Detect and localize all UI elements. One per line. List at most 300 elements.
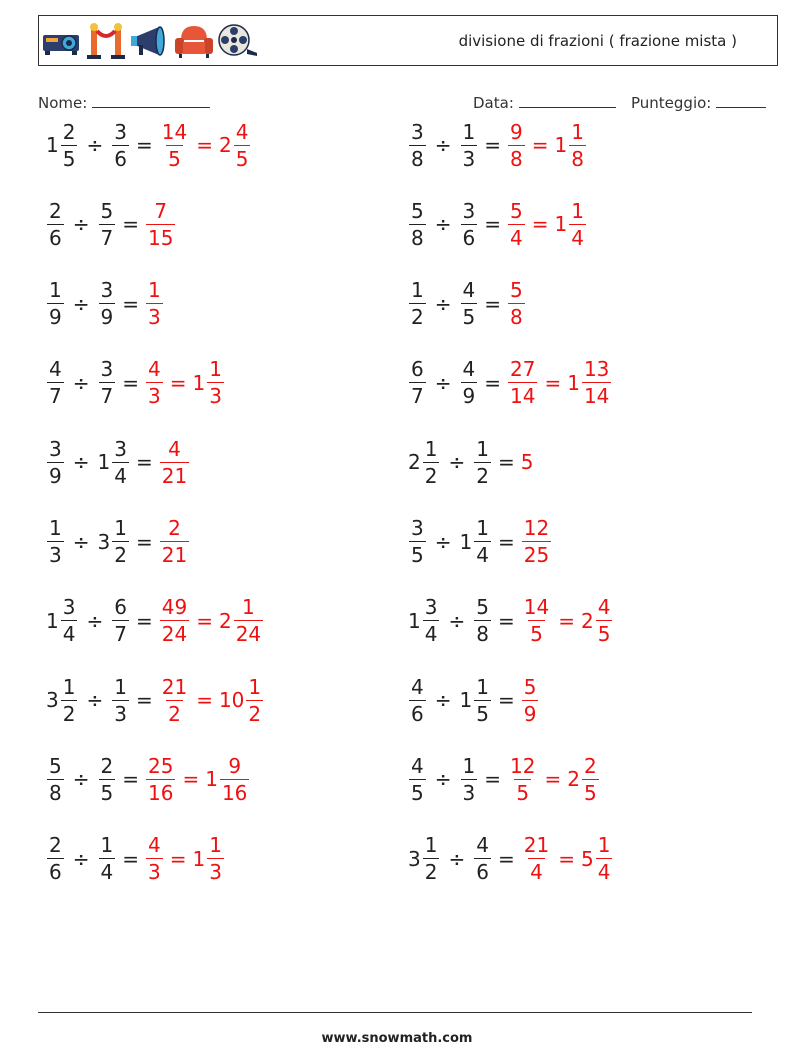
numerator: 12 — [510, 753, 536, 778]
problem-row — [46, 512, 190, 572]
answer-equals-sign: = — [558, 846, 575, 871]
divide-sign: ÷ — [86, 608, 104, 633]
whole-number: 1 — [408, 608, 421, 633]
answer — [145, 753, 250, 805]
answer-equals-sign: = — [531, 212, 549, 237]
divide-sign: ÷ — [434, 133, 452, 157]
denominator: 7 — [100, 384, 114, 409]
dividend — [46, 278, 65, 330]
fraction — [461, 753, 478, 805]
fraction — [461, 357, 478, 409]
denominator: 21 — [161, 463, 188, 488]
answer-mixed-fraction — [220, 753, 249, 805]
answer — [507, 278, 526, 330]
divisor — [473, 833, 492, 885]
denominator: 24 — [235, 622, 262, 647]
footer-divider — [38, 1012, 752, 1013]
denominator: 3 — [148, 305, 161, 330]
numerator: 4 — [411, 753, 424, 778]
fraction — [99, 357, 116, 409]
dividend — [46, 436, 65, 488]
fraction — [409, 674, 426, 726]
numerator: 6 — [411, 357, 424, 382]
fraction — [474, 595, 491, 647]
divide-sign: ÷ — [72, 767, 90, 792]
problem-row — [408, 670, 539, 730]
numerator: 5 — [100, 198, 114, 223]
denominator: 6 — [49, 225, 62, 250]
answer-equals-sign: = — [531, 133, 549, 157]
fraction — [461, 198, 478, 250]
equals-sign: = — [484, 212, 501, 237]
numerator: 1 — [114, 674, 127, 699]
numerator: 1 — [242, 595, 255, 620]
answer-mixed-fraction — [207, 833, 224, 885]
projector-icon — [41, 23, 83, 59]
numerator: 4 — [476, 833, 489, 858]
worksheet-title: divisione di frazioni ( frazione mista ) — [458, 32, 737, 50]
divisor — [460, 278, 479, 330]
dividend — [408, 518, 427, 565]
equals-sign: = — [497, 529, 515, 554]
denominator: 5 — [411, 780, 424, 805]
problem-row — [46, 274, 164, 334]
denominator: 14 — [583, 384, 610, 409]
answer-mixed-fraction — [582, 753, 599, 805]
equals-sign: = — [497, 450, 515, 475]
divide-sign: ÷ — [86, 133, 104, 157]
fraction — [61, 119, 78, 171]
dividend — [46, 518, 65, 565]
numerator: 5 — [476, 595, 489, 620]
problem-row — [46, 670, 264, 730]
fraction — [409, 198, 426, 250]
fraction — [423, 833, 440, 885]
denominator: 7 — [49, 384, 62, 409]
fraction — [99, 753, 116, 805]
divisor — [460, 198, 479, 250]
numerator: 2 — [62, 119, 76, 144]
numerator: 9 — [228, 753, 242, 778]
answer-fraction — [508, 278, 525, 330]
answer-fraction — [508, 753, 537, 805]
fraction — [112, 674, 129, 726]
problem-row — [46, 353, 225, 413]
equals-sign: = — [122, 370, 139, 395]
answer — [507, 753, 600, 805]
denominator: 8 — [571, 146, 584, 171]
equals-sign: = — [122, 767, 139, 792]
answer-fraction — [146, 198, 175, 250]
numerator: 2 — [583, 753, 597, 778]
denominator: 4 — [597, 860, 611, 885]
fraction — [474, 833, 491, 885]
answer-fraction — [146, 278, 163, 330]
denominator: 6 — [411, 701, 424, 726]
fraction — [47, 357, 64, 409]
denominator: 6 — [476, 860, 489, 885]
fraction — [474, 674, 491, 726]
denominator: 5 — [530, 622, 543, 647]
whole-number: 3 — [46, 688, 59, 713]
numerator: 5 — [510, 198, 523, 223]
answer-equals-sign: = — [558, 608, 575, 633]
whole-number: 1 — [97, 450, 111, 475]
denominator: 3 — [148, 384, 161, 409]
fraction — [474, 518, 491, 565]
divisor — [460, 119, 479, 171]
numerator: 27 — [510, 357, 536, 382]
numerator: 21 — [161, 674, 188, 699]
numerator: 3 — [424, 595, 438, 620]
equals-sign: = — [135, 688, 153, 713]
divisor — [473, 436, 492, 488]
dividend — [46, 753, 65, 805]
denominator: 16 — [221, 780, 248, 805]
date-label: Data: — [473, 94, 514, 112]
answer-mixed-fraction — [596, 595, 613, 647]
denominator: 6 — [462, 225, 476, 250]
fraction — [99, 278, 116, 330]
answer-mixed-whole: 2 — [218, 608, 232, 633]
whole-number: 1 — [459, 688, 473, 713]
numerator: 21 — [523, 833, 550, 858]
denominator: 2 — [424, 860, 438, 885]
numerator: 1 — [476, 516, 489, 540]
numerator: 25 — [148, 753, 174, 778]
denominator: 9 — [462, 384, 476, 409]
denominator: 4 — [62, 622, 76, 647]
fraction — [61, 674, 78, 726]
problem-row — [46, 829, 225, 889]
fraction — [461, 119, 478, 171]
score-blank[interactable] — [716, 93, 766, 108]
denominator: 3 — [114, 701, 127, 726]
fraction — [99, 833, 116, 885]
divide-sign: ÷ — [434, 688, 452, 713]
divisor — [459, 674, 492, 726]
fraction — [112, 595, 129, 647]
answer-equals-sign: = — [544, 767, 562, 792]
problem-row — [408, 194, 587, 254]
numerator: 1 — [462, 753, 476, 778]
whole-number: 3 — [408, 846, 421, 871]
denominator: 9 — [523, 701, 537, 726]
numerator: 3 — [100, 357, 114, 382]
answer-mixed-fraction — [234, 119, 251, 171]
fraction — [99, 198, 116, 250]
problem-row — [46, 591, 264, 651]
answer-fraction — [508, 119, 525, 171]
divisor — [473, 595, 492, 647]
divide-sign: ÷ — [448, 450, 466, 475]
fraction — [423, 436, 440, 488]
answer-whole: 5 — [520, 450, 534, 475]
answer-fraction — [160, 674, 189, 726]
megaphone-icon — [129, 23, 171, 59]
divisor — [460, 518, 492, 565]
numerator: 1 — [49, 278, 62, 303]
numerator: 5 — [49, 753, 62, 778]
denominator: 2 — [62, 701, 76, 726]
fraction — [47, 833, 64, 885]
whole-number: 2 — [408, 450, 421, 475]
equals-sign: = — [497, 608, 515, 633]
answer — [159, 674, 264, 726]
numerator: 3 — [462, 198, 476, 223]
numerator: 1 — [148, 278, 161, 303]
numerator: 1 — [100, 833, 114, 858]
denominator: 3 — [209, 384, 222, 409]
numerator: 3 — [411, 516, 424, 540]
divide-sign: ÷ — [72, 846, 90, 871]
divisor — [98, 518, 130, 565]
numerator: 1 — [62, 674, 76, 699]
answer-fraction — [160, 518, 189, 565]
answer — [507, 357, 612, 409]
answer — [521, 450, 534, 474]
divide-sign: ÷ — [434, 370, 452, 395]
answer-fraction — [146, 753, 175, 805]
name-field[interactable] — [38, 93, 210, 112]
fraction — [409, 753, 426, 805]
numerator: 49 — [161, 595, 188, 620]
numerator: 1 — [424, 833, 438, 858]
answer — [159, 119, 252, 171]
answer-fraction — [522, 595, 551, 647]
denominator: 4 — [114, 463, 127, 488]
answer-mixed-fraction — [582, 357, 611, 409]
answer — [159, 595, 264, 647]
denominator: 2 — [424, 463, 438, 488]
denominator: 2 — [114, 543, 127, 567]
denominator: 6 — [114, 146, 127, 171]
divide-sign: ÷ — [434, 291, 452, 316]
numerator: 4 — [49, 357, 62, 382]
date-field[interactable] — [473, 93, 616, 112]
divide-sign: ÷ — [434, 767, 452, 792]
problem-row — [46, 194, 176, 254]
denominator: 2 — [168, 701, 181, 726]
fraction — [47, 518, 64, 565]
fraction — [409, 357, 426, 409]
answer — [521, 833, 614, 885]
denominator: 5 — [411, 543, 424, 567]
equals-sign: = — [484, 291, 501, 316]
denominator: 5 — [583, 780, 597, 805]
numerator: 1 — [49, 516, 62, 540]
denominator: 5 — [476, 701, 489, 726]
fraction — [112, 119, 129, 171]
divisor — [460, 753, 479, 805]
denominator: 2 — [248, 701, 262, 726]
divisor — [111, 674, 130, 726]
divide-sign: ÷ — [72, 291, 90, 316]
denominator: 8 — [476, 622, 489, 647]
name-label: Nome: — [38, 94, 88, 112]
denominator: 3 — [49, 543, 62, 567]
denominator: 8 — [510, 146, 523, 171]
denominator: 3 — [148, 860, 161, 885]
answer — [507, 119, 587, 171]
divide-sign: ÷ — [434, 212, 452, 237]
dividend — [46, 198, 65, 250]
divisor — [111, 119, 130, 171]
numerator: 3 — [114, 119, 127, 144]
dividend — [408, 119, 427, 171]
divisor — [98, 833, 117, 885]
dividend — [408, 674, 427, 726]
fraction — [461, 278, 478, 330]
denominator: 4 — [424, 622, 438, 647]
denominator: 3 — [209, 860, 222, 885]
denominator: 4 — [476, 543, 489, 567]
header-icons — [41, 21, 259, 61]
equals-sign: = — [122, 846, 139, 871]
answer — [145, 198, 176, 250]
answer-mixed-fraction — [596, 833, 613, 885]
answer-fraction — [522, 833, 551, 885]
answer-mixed-fraction — [234, 595, 263, 647]
denominator: 5 — [235, 146, 249, 171]
equals-sign: = — [122, 291, 139, 316]
numerator: 7 — [154, 198, 168, 223]
date-blank[interactable] — [519, 93, 616, 108]
answer-mixed-whole: 1 — [554, 133, 568, 157]
answer-fraction — [160, 119, 189, 171]
fraction — [409, 119, 426, 171]
answer-fraction — [522, 518, 551, 565]
equals-sign: = — [497, 688, 515, 713]
answer-mixed-whole: 2 — [567, 767, 580, 792]
problem-row — [46, 749, 250, 809]
denominator: 5 — [100, 780, 114, 805]
numerator: 4 — [148, 833, 161, 858]
fraction — [47, 198, 64, 250]
numerator: 1 — [476, 436, 489, 461]
answer — [159, 518, 190, 565]
answer-mixed-fraction — [246, 674, 263, 726]
fraction — [61, 595, 78, 647]
numerator: 3 — [100, 278, 114, 303]
equals-sign: = — [135, 133, 153, 157]
answer-mixed-whole: 2 — [580, 608, 594, 633]
denominator: 2 — [476, 463, 489, 488]
numerator: 4 — [462, 357, 476, 382]
equals-sign: = — [135, 529, 153, 554]
score-label: Punteggio: — [631, 94, 712, 112]
answer — [521, 674, 540, 726]
answer-fraction — [508, 357, 537, 409]
denominator: 24 — [161, 622, 188, 647]
denominator: 5 — [168, 146, 181, 171]
denominator: 8 — [49, 780, 62, 805]
footer-url: www.snowmath.com — [321, 1031, 473, 1046]
whole-number: 1 — [459, 529, 473, 554]
denominator: 7 — [100, 225, 114, 250]
denominator: 8 — [510, 305, 523, 330]
numerator: 1 — [424, 436, 438, 461]
fraction — [112, 436, 129, 488]
numerator: 1 — [114, 516, 127, 540]
numerator: 4 — [411, 674, 424, 699]
answer-equals-sign: = — [544, 370, 562, 395]
numerator: 2 — [100, 753, 114, 778]
divide-sign: ÷ — [72, 450, 90, 475]
denominator: 5 — [597, 622, 611, 647]
answer-fraction — [522, 674, 539, 726]
score-field[interactable] — [631, 93, 766, 112]
answer-mixed-whole: 2 — [218, 133, 232, 157]
numerator: 4 — [462, 278, 476, 303]
film-reel-icon — [217, 23, 259, 59]
numerator: 3 — [411, 119, 424, 144]
numerator: 1 — [411, 278, 424, 303]
whole-number: 1 — [46, 133, 59, 157]
dividend — [46, 119, 78, 171]
whole-number: 1 — [46, 608, 59, 633]
denominator: 7 — [114, 622, 127, 647]
denominator: 8 — [411, 146, 424, 171]
denominator: 5 — [516, 780, 530, 805]
problem-row — [408, 512, 552, 572]
answer-fraction — [146, 833, 163, 885]
numerator: 3 — [62, 595, 76, 620]
fraction — [409, 518, 426, 565]
problem-row — [408, 115, 587, 175]
answer-equals-sign: = — [182, 767, 200, 792]
equals-sign: = — [484, 767, 501, 792]
denominator: 8 — [411, 225, 424, 250]
divide-sign: ÷ — [72, 212, 90, 237]
numerator: 3 — [49, 436, 62, 461]
numerator: 1 — [571, 119, 584, 144]
numerator: 6 — [114, 595, 127, 620]
worksheet-header — [38, 15, 778, 66]
denominator: 25 — [523, 543, 550, 567]
problem-row — [408, 749, 600, 809]
numerator: 1 — [571, 198, 584, 223]
numerator: 1 — [476, 674, 489, 699]
divide-sign: ÷ — [72, 529, 90, 554]
divisor — [98, 278, 117, 330]
fraction — [47, 753, 64, 805]
numerator: 2 — [49, 833, 62, 858]
denominator: 4 — [571, 225, 584, 250]
name-blank[interactable] — [92, 93, 210, 108]
divide-sign: ÷ — [86, 688, 104, 713]
numerator: 1 — [248, 674, 262, 699]
fraction — [474, 436, 491, 488]
answer-mixed-whole: 1 — [554, 212, 568, 237]
dividend — [46, 674, 78, 726]
problem-row — [408, 274, 526, 334]
equals-sign: = — [484, 370, 501, 395]
numerator: 1 — [597, 833, 611, 858]
equals-sign: = — [122, 212, 139, 237]
answer-equals-sign: = — [196, 688, 213, 713]
denominator: 5 — [62, 146, 76, 171]
dividend — [408, 595, 440, 647]
divisor — [98, 753, 117, 805]
numerator: 4 — [148, 357, 161, 382]
equals-sign: = — [135, 608, 153, 633]
numerator: 5 — [523, 674, 537, 699]
numerator: 1 — [209, 357, 222, 382]
dividend — [408, 278, 427, 330]
answer — [507, 198, 587, 250]
problem-row — [408, 353, 612, 413]
